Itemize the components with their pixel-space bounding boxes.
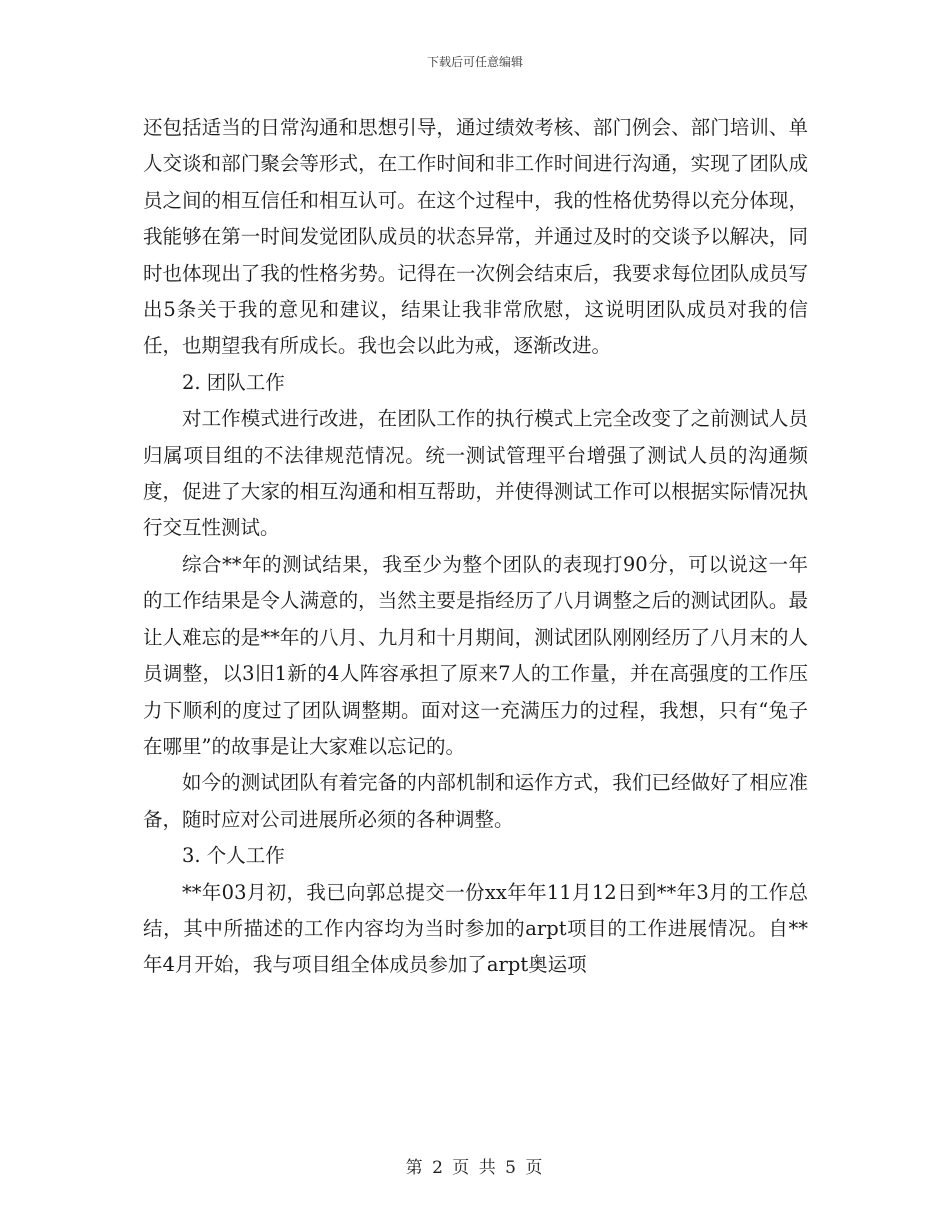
paragraph-personal-summary: **年03月初，我已向郭总提交一份xx年年11月12日到**年3月的工作总结，其中所描述的工作内容均为当时参加的arpt项目的工作进展情况。自**年4月开始，我与项目组全体成员参加了arpt奥运项 [143,880,808,977]
paragraph-communication: 还包括适当的日常沟通和思想引导，通过绩效考核、部门例会、部门培训、单人交谈和部门聚会等形式，在工作时间和非工作时间进行沟通，实现了团队成员之间的相互信任和相互认可。在这个过程中，我的性格优势得以充分体现，我能够在第一时间发觉团队成员的状态异常，并通过及时的交谈予以解决，同时也体现出了我的性格劣势。记得在一次例会结束后，我要求每位团队成员写出5条关于我的意见和建议，结果让我非常欣慰，这说明团队成员对我的信任，也期望我有所成长。我也会以此为戒，逐渐改进。 [143,116,808,358]
section-heading-team-work: 2. 团队工作 [182,370,285,394]
paragraph-test-results: 综合**年的测试结果，我至少为整个团队的表现打90分，可以说这一年的工作结果是令人满意的，当然主要是指经历了八月调整之后的测试团队。最让人难忘的是**年的八月、九月和十月期间，测试团队刚刚经历了八月末的人员调整，以3旧1新的4人阵容承担了原来7人的工作量，并在高强度的工作压力下顺利的度过了团队调整期。面对这一充满压力的过程，我想，只有“兔子在哪里”的故事是让大家难以忘记的。 [143,552,808,758]
section-heading-personal-work: 3. 个人工作 [182,844,285,868]
document-body [143,110,808,984]
paragraph-work-mode: 对工作模式进行改进，在团队工作的执行模式上完全改变了之前测试人员归属项目组的不法律规范情况。统一测试管理平台增强了测试人员的沟通频度，促进了大家的相互沟通和相互帮助，并使得测试工作可以根据实际情况执行交互性测试。 [143,407,808,540]
page-header: 下载后可任意编辑 [426,55,523,69]
paragraph-team-mechanism: 如今的测试团队有着完备的内部机制和运作方式，我们已经做好了相应准备，随时应对公司进展所必须的各种调整。 [143,771,808,831]
page-number: 第 2 页 共 5 页 [405,1158,545,1178]
